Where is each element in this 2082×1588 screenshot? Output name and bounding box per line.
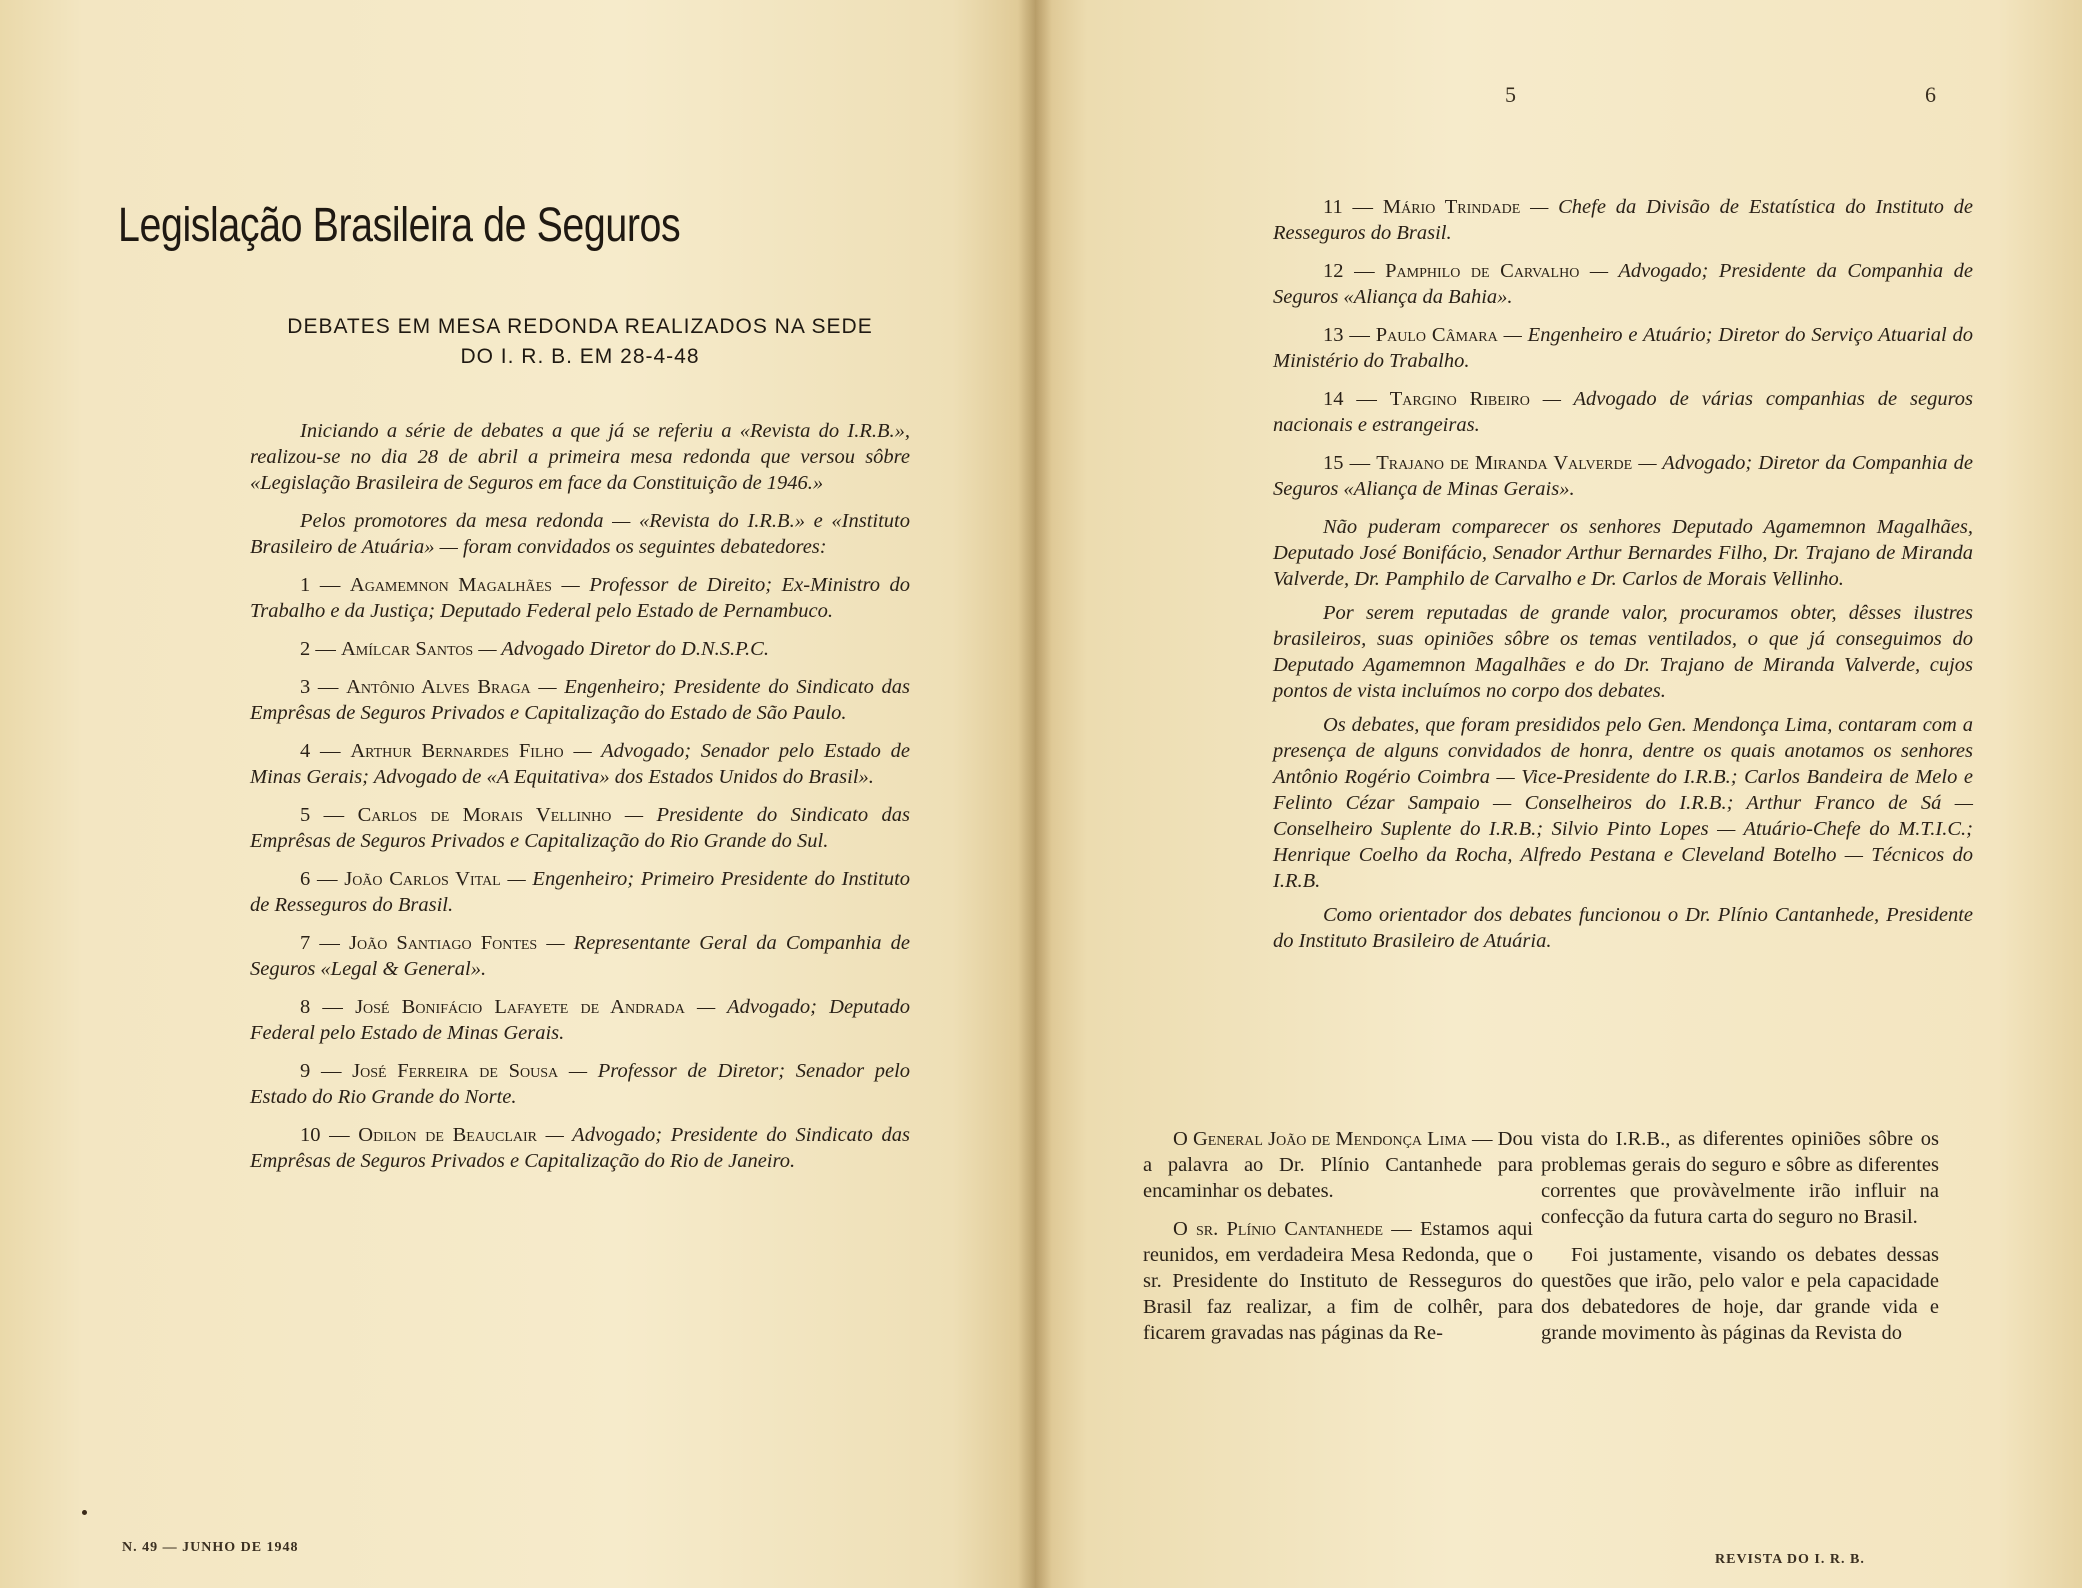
entry-description: — Advogado; Presidente da Companhia de Seguros «Aliança da Bahia».	[1273, 260, 1974, 308]
entry-name: Amílcar Santos	[341, 638, 474, 660]
entry-description: — Engenheiro; Presidente do Sindicato das Emprêsas de Seguros Privados e Capitalização do Estado de São Paulo.	[250, 676, 911, 724]
paragraph-opinions: Por serem reputadas de grande valor, procuramos obter, dêsses ilustres brasileiros, suas opiniões sôbre os temas ventilados, o que já conseguimos do Deputado Agamemnon Magalhães e do Dr. Trajano de Miranda Valverde, cujos pontos de vista incluímos no corpo dos debates.	[1273, 602, 1973, 702]
entry-description: — Professor de Diretor; Senador pelo Estado do Rio Grande do Norte.	[250, 1060, 911, 1108]
book-gutter	[1018, 0, 1052, 1588]
entry-number: 3 —	[300, 676, 339, 698]
entry-name: Arthur Bernardes Filho	[350, 740, 564, 762]
ink-speck	[82, 1510, 87, 1515]
left-page	[0, 0, 1035, 1588]
entry-number: 4 —	[300, 740, 341, 762]
entry-number: 6 —	[300, 868, 338, 890]
entry-description: — Chefe da Divisão de Estatística do Instituto de Resseguros do Brasil.	[1273, 196, 1973, 244]
article-subtitle	[250, 312, 910, 372]
speaker-name: O sr. Plínio Cantanhede	[1173, 1218, 1384, 1240]
speech-text: — Dou a palavra ao Dr. Plínio Cantanhede para encaminhar os debates.	[1143, 1128, 1533, 1202]
entry-description: — Representante Geral da Companhia de Seguros «Legal & General».	[250, 932, 911, 980]
entry-description: — Engenheiro e Atuário; Diretor do Serviço Atuarial do Ministério do Trabalho.	[1273, 324, 1974, 372]
subtitle-line-2: DO I. R. B. EM 28-4-48	[460, 345, 700, 368]
speech-continuation: vista do I.R.B., as diferentes opiniões sôbre os problemas gerais do seguro e sôbre as diferentes correntes que provàvelmente irão influir na confecção da futura carta do seguro no Brasil.	[1541, 1128, 1939, 1228]
speech-paragraph	[1143, 1126, 1533, 1204]
right-page-footer: REVISTA DO I. R. B.	[1715, 1552, 1865, 1567]
left-body	[250, 418, 910, 1186]
speech-paragraph: Foi justamente, visando os debates dessas questões que irão, pelo valor e pela capacidade dos debatedores de hoje, dar grande vida e grande movimento às páginas da Revista do	[1541, 1244, 1939, 1344]
debater-entry	[250, 674, 910, 726]
entry-number: 13 —	[1323, 324, 1370, 346]
entry-description: — Professor de Direito; Ex-Ministro do Trabalho e da Justiça; Deputado Federal pelo Estado de Pernambuco.	[250, 574, 911, 622]
column-left	[1143, 1126, 1533, 1358]
debater-entry	[1273, 322, 1973, 374]
left-page-footer: N. 49 — JUNHO DE 1948	[122, 1540, 299, 1555]
entry-name: Paulo Câmara	[1375, 324, 1498, 346]
entry-name: Mário Trindade	[1382, 196, 1521, 218]
entry-name: Agamemnon Magalhães	[349, 574, 552, 596]
debater-entry	[1273, 450, 1973, 502]
entry-number: 15 —	[1323, 452, 1371, 474]
page-number-right: 6	[1925, 82, 1936, 107]
entry-name: João Santiago Fontes	[349, 932, 538, 954]
entry-number: 5 —	[300, 804, 345, 826]
entry-description: — Advogado; Deputado Federal pelo Estado de Minas Gerais.	[250, 996, 910, 1044]
entry-name: José Ferreira de Sousa	[352, 1060, 559, 1082]
entry-description: — Advogado; Presidente do Sindicato das Emprêsas de Seguros Privados e Capitalização do Rio de Janeiro.	[250, 1124, 910, 1172]
entry-number: 10 —	[300, 1124, 350, 1146]
intro-paragraph-1: Iniciando a série de debates a que já se referiu a «Revista do I.R.B.», realizou-se no dia 28 de abril a primeira mesa redonda que versou sôbre «Legislação Brasileira de Seguros em face da Constituição de 1946.»	[250, 420, 910, 494]
entry-name: Targino Ribeiro	[1389, 388, 1530, 410]
debater-entry	[250, 930, 910, 982]
entry-name: José Bonifácio Lafayete de Andrada	[355, 996, 685, 1018]
entry-description: — Advogado Diretor do D.N.S.P.C.	[478, 638, 769, 660]
entry-number: 2 —	[300, 638, 336, 660]
entry-description: — Engenheiro; Primeiro Presidente do Instituto de Resseguros do Brasil.	[250, 868, 911, 916]
debater-entry	[250, 1058, 910, 1110]
debater-entry	[250, 802, 910, 854]
debater-entry	[250, 866, 910, 918]
entry-name: Antônio Alves Braga	[346, 676, 531, 698]
debater-entry	[1273, 194, 1973, 246]
right-top-body	[1273, 194, 1973, 962]
article-title: Legislação Brasileira de Seguros	[118, 199, 681, 252]
entry-number: 12 —	[1323, 260, 1375, 282]
debater-entry	[250, 994, 910, 1046]
debater-entry	[250, 636, 910, 662]
entry-name: Odilon de Beauclair	[358, 1124, 538, 1146]
entry-name: João Carlos Vital	[344, 868, 501, 890]
entry-description: — Presidente do Sindicato das Emprêsas de Seguros Privados e Capitalização do Rio Grande do Sul.	[250, 804, 911, 852]
column-right	[1541, 1126, 1939, 1358]
entry-number: 11 —	[1323, 196, 1374, 218]
entry-number: 1 —	[300, 574, 341, 596]
speech-text: — Estamos aqui reunidos, em verdadeira Mesa Redonda, que o sr. Presidente do Instituto de Resseguros do Brasil faz realizar, a fim de colhêr, para ficarem gravadas nas páginas da Re-	[1143, 1218, 1533, 1344]
entry-description: — Advogado; Senador pelo Estado de Minas Gerais; Advogado de «A Equitativa» dos Estados Unidos do Brasil».	[250, 740, 911, 788]
entry-name: Carlos de Morais Vellinho	[357, 804, 612, 826]
subtitle-line-1: DEBATES EM MESA REDONDA REALIZADOS NA SEDE	[287, 315, 873, 338]
debater-entry	[1273, 258, 1973, 310]
entry-number: 9 —	[300, 1060, 342, 1082]
entry-number: 14 —	[1323, 388, 1377, 410]
debater-entry	[1273, 386, 1973, 438]
entry-number: 8 —	[300, 996, 343, 1018]
debater-entry	[250, 572, 910, 624]
entry-description: — Advogado; Diretor da Companhia de Seguros «Aliança de Minas Gerais».	[1273, 452, 1973, 500]
intro-paragraph-2: Pelos promotores da mesa redonda — «Revista do I.R.B.» e «Instituto Brasileiro de Atuária» — foram convidados os seguintes debatedores:	[250, 510, 910, 558]
paragraph-presided: Os debates, que foram presididos pelo Gen. Mendonça Lima, contaram com a presença de alguns convidados de honra, dentre os quais anotamos os senhores Antônio Rogério Coimbra — Vice-Presidente do I.R.B.; Carlos Bandeira de Melo e Felinto Cézar Sampaio — Conselheiros do I.R.B.; Arthur Franco de Sá — Conselheiro Suplente do I.R.B.; Silvio Pinto Lopes — Atuário-Chefe do M.T.I.C.; Henrique Coelho da Rocha, Alfredo Pestana e Cleveland Botelho — Técnicos do I.R.B.	[1273, 714, 1973, 892]
debater-entry	[250, 738, 910, 790]
entry-description: — Advogado de várias companhias de seguros nacionais e estrangeiras.	[1273, 388, 1974, 436]
entry-number: 7 —	[300, 932, 340, 954]
debater-entry	[250, 1122, 910, 1174]
page-number-left: 5	[1505, 82, 1516, 107]
paragraph-absent: Não puderam comparecer os senhores Deputado Agamemnon Magalhães, Deputado José Bonifácio, Senador Arthur Bernardes Filho, Dr. Trajano de Miranda Valverde, Dr. Pamphilo de Carvalho e Dr. Carlos de Morais Vellinho.	[1273, 516, 1973, 590]
speech-paragraph	[1143, 1216, 1533, 1346]
entry-name: Pamphilo de Carvalho	[1385, 260, 1580, 282]
paragraph-orientador: Como orientador dos debates funcionou o Dr. Plínio Cantanhede, Presidente do Instituto Brasileiro de Atuária.	[1273, 904, 1973, 952]
speaker-name: O General João de Mendonça Lima	[1173, 1128, 1467, 1150]
right-page	[1035, 0, 2082, 1588]
entry-name: Trajano de Miranda Valverde	[1376, 452, 1633, 474]
